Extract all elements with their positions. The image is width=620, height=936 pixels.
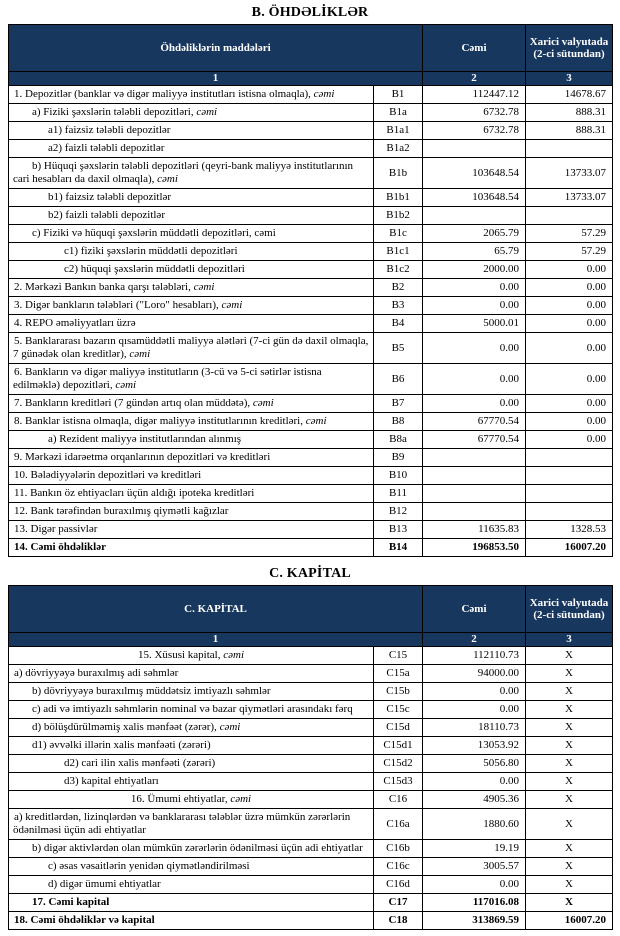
row-label: a2) faizli tələbli depozitlər [9, 140, 374, 158]
row-foreign [526, 485, 613, 503]
row-foreign: X [526, 701, 613, 719]
row-total [423, 503, 526, 521]
table-row [9, 279, 613, 297]
row-code: B5 [374, 333, 423, 364]
table-row [9, 719, 613, 737]
row-code: C16b [374, 840, 423, 858]
row-foreign: X [526, 809, 613, 840]
table-row [9, 894, 613, 912]
table-row [9, 467, 613, 485]
table-row [9, 485, 613, 503]
row-total: 2000.00 [423, 261, 526, 279]
row-code: B13 [374, 521, 423, 539]
column-number-row [9, 633, 613, 647]
row-foreign: X [526, 773, 613, 791]
row-code: B6 [374, 364, 423, 395]
row-foreign: 0.00 [526, 413, 613, 431]
row-code: B1a [374, 104, 423, 122]
row-total: 13053.92 [423, 737, 526, 755]
row-foreign: X [526, 840, 613, 858]
row-label: 7. Bankların kreditləri (7 gündən artıq olan müddətə), cəmi [9, 395, 374, 413]
table-row [9, 315, 613, 333]
row-label: b2) faizli tələbli depozitlər [9, 207, 374, 225]
row-code: B1c [374, 225, 423, 243]
row-foreign: 0.00 [526, 333, 613, 364]
row-code: B1b1 [374, 189, 423, 207]
table-row [9, 647, 613, 665]
row-code: C18 [374, 912, 423, 930]
row-foreign: 0.00 [526, 395, 613, 413]
table-row [9, 755, 613, 773]
row-total: 0.00 [423, 297, 526, 315]
row-total: 3005.57 [423, 858, 526, 876]
row-label: b) Hüquqi şəxslərin tələbli depozitləri (qeyri-bank maliyyə institutlarının cari hesabları da daxil olmaqla), cəmi [9, 158, 374, 189]
table-row [9, 521, 613, 539]
row-label: b1) faizsiz tələbli depozitlər [9, 189, 374, 207]
row-foreign: 0.00 [526, 279, 613, 297]
row-code: C16d [374, 876, 423, 894]
row-foreign: X [526, 755, 613, 773]
row-foreign: 888.31 [526, 122, 613, 140]
row-label: c) Fiziki və hüquqi şəxslərin müddətli depozitləri, cəmi [9, 225, 374, 243]
row-label: 14. Cəmi öhdəliklər [9, 539, 374, 557]
capital-table [8, 585, 613, 930]
row-label: d2) cari ilin xalis mənfəəti (zərəri) [9, 755, 374, 773]
row-label: 18. Cəmi öhdəliklər və kapital [9, 912, 374, 930]
row-foreign [526, 449, 613, 467]
row-code: B4 [374, 315, 423, 333]
row-label: 13. Digər passivlər [9, 521, 374, 539]
row-code: C15b [374, 683, 423, 701]
row-total: 18110.73 [423, 719, 526, 737]
table-row [9, 413, 613, 431]
column-number-1: 1 [9, 633, 423, 647]
row-label: a) kreditlərdən, lizinqlərdən və banklararası tələblər üzrə mümkün zərərlərin ödənilməsi üçün adi ehtiyatlar [9, 809, 374, 840]
row-foreign: X [526, 719, 613, 737]
table-row [9, 858, 613, 876]
row-foreign: 0.00 [526, 431, 613, 449]
row-code: B9 [374, 449, 423, 467]
row-label: d3) kapital ehtiyatları [9, 773, 374, 791]
row-total: 0.00 [423, 279, 526, 297]
row-code: B10 [374, 467, 423, 485]
row-foreign [526, 503, 613, 521]
table-row [9, 912, 613, 930]
row-code: B1a1 [374, 122, 423, 140]
row-foreign: X [526, 683, 613, 701]
foreign-currency-column-header: Xarici valyutada (2-ci sütundan) [526, 25, 613, 72]
row-total [423, 449, 526, 467]
column-number-1: 1 [9, 72, 423, 86]
row-foreign: 13733.07 [526, 158, 613, 189]
table-row [9, 683, 613, 701]
table-row [9, 840, 613, 858]
table-row [9, 364, 613, 395]
table-row [9, 122, 613, 140]
row-total: 117016.08 [423, 894, 526, 912]
row-total: 0.00 [423, 701, 526, 719]
row-label: 1. Depozitlər (banklar və digər maliyyə institutları istisna olmaqla), cəmi [9, 86, 374, 104]
table-row [9, 809, 613, 840]
column-number-3: 3 [526, 633, 613, 647]
table-row [9, 333, 613, 364]
liabilities-table-header [9, 25, 613, 86]
row-total: 19.19 [423, 840, 526, 858]
row-total: 11635.83 [423, 521, 526, 539]
row-total: 0.00 [423, 683, 526, 701]
row-foreign [526, 207, 613, 225]
row-total: 196853.50 [423, 539, 526, 557]
row-foreign: 16007.20 [526, 912, 613, 930]
row-code: C15d [374, 719, 423, 737]
table-row [9, 665, 613, 683]
row-label: d1) əvvəlki illərin xalis mənfəəti (zərəri) [9, 737, 374, 755]
row-label: c) adi və imtiyazlı səhmlərin nominal və bazar qiymətləri arasındakı fərq [9, 701, 374, 719]
row-label: a) Fiziki şəxslərin tələbli depozitləri, cəmi [9, 104, 374, 122]
row-label: 4. REPO əməliyyatları üzrə [9, 315, 374, 333]
row-total: 0.00 [423, 773, 526, 791]
table-row [9, 791, 613, 809]
row-code: C15 [374, 647, 423, 665]
liabilities-table-body [9, 86, 613, 557]
table-row [9, 503, 613, 521]
capital-table-body [9, 647, 613, 930]
column-number-2: 2 [423, 72, 526, 86]
table-row [9, 243, 613, 261]
row-label: 3. Digər bankların tələbləri ("Loro" hesabları), cəmi [9, 297, 374, 315]
row-foreign [526, 467, 613, 485]
row-code: B8 [374, 413, 423, 431]
capital-table-header [9, 586, 613, 647]
row-code: B2 [374, 279, 423, 297]
row-label: c2) hüquqi şəxslərin müddətli depozitləri [9, 261, 374, 279]
row-label: 5. Banklararası bazarın qısamüddətli maliyyə alətləri (7-ci gün də daxil olmaqla, 7 günədək olan kreditlər), cəmi [9, 333, 374, 364]
row-code: B3 [374, 297, 423, 315]
row-label: 2. Mərkəzi Bankın banka qarşı tələbləri, cəmi [9, 279, 374, 297]
row-foreign: 0.00 [526, 315, 613, 333]
row-total: 94000.00 [423, 665, 526, 683]
row-label: a1) faizsiz tələbli depozitlər [9, 122, 374, 140]
row-code: C15d2 [374, 755, 423, 773]
row-code: B1 [374, 86, 423, 104]
row-foreign: 0.00 [526, 261, 613, 279]
row-label: b) dövriyyəyə buraxılmış müddətsiz imtiyazlı səhmlər [9, 683, 374, 701]
row-code: C16a [374, 809, 423, 840]
row-foreign: X [526, 665, 613, 683]
row-code: B1a2 [374, 140, 423, 158]
row-code: C17 [374, 894, 423, 912]
row-total: 6732.78 [423, 122, 526, 140]
row-total [423, 467, 526, 485]
row-foreign: X [526, 894, 613, 912]
row-code: B1c1 [374, 243, 423, 261]
section-title-liabilities: B. ÖHDƏLİKLƏR [251, 5, 369, 20]
row-total: 112447.12 [423, 86, 526, 104]
row-label: d) bölüşdürülməmiş xalis mənfəət (zərər), cəmi [9, 719, 374, 737]
row-label: c1) fiziki şəxslərin müddətli depozitləri [9, 243, 374, 261]
table-row [9, 104, 613, 122]
table-row [9, 737, 613, 755]
row-label: d) digər ümumi ehtiyatlar [9, 876, 374, 894]
row-label: c) əsas vəsaitlərin yenidən qiymətləndirilməsi [9, 858, 374, 876]
row-foreign: 57.29 [526, 243, 613, 261]
row-foreign: 16007.20 [526, 539, 613, 557]
row-foreign: X [526, 647, 613, 665]
row-foreign: 888.31 [526, 104, 613, 122]
row-label: a) Rezident maliyyə institutlarından alınmış [9, 431, 374, 449]
row-code: B11 [374, 485, 423, 503]
header-row [9, 25, 613, 72]
table-row [9, 449, 613, 467]
table-row [9, 261, 613, 279]
row-total: 5056.80 [423, 755, 526, 773]
row-total: 1880.60 [423, 809, 526, 840]
header-row [9, 586, 613, 633]
row-code: B1b [374, 158, 423, 189]
row-code: C15c [374, 701, 423, 719]
row-foreign: 0.00 [526, 364, 613, 395]
row-code: B1b2 [374, 207, 423, 225]
row-total: 67770.54 [423, 431, 526, 449]
items-column-header: Öhdəliklərin maddələri [9, 25, 423, 72]
table-row [9, 431, 613, 449]
row-label: 6. Bankların və digər maliyyə institutların (3-cü və 5-ci sətirlər istisna edilməklə) depozitləri, cəmi [9, 364, 374, 395]
row-total: 103648.54 [423, 158, 526, 189]
row-code: B14 [374, 539, 423, 557]
total-column-header: Cəmi [423, 25, 526, 72]
table-row [9, 140, 613, 158]
row-code: C15d1 [374, 737, 423, 755]
row-label: 10. Bələdiyyələrin depozitləri və kreditləri [9, 467, 374, 485]
row-foreign: 14678.67 [526, 86, 613, 104]
row-foreign: 0.00 [526, 297, 613, 315]
row-foreign: 57.29 [526, 225, 613, 243]
row-label: 12. Bank tərəfindən buraxılmış qiymətli kağızlar [9, 503, 374, 521]
row-code: B1c2 [374, 261, 423, 279]
row-total: 4905.36 [423, 791, 526, 809]
row-label: b) digər aktivlərdən olan mümkün zərərlərin ödənilməsi üçün adi ehtiyatlar [9, 840, 374, 858]
table-row [9, 189, 613, 207]
row-code: C16 [374, 791, 423, 809]
row-foreign: X [526, 876, 613, 894]
items-column-header: C. KAPİTAL [9, 586, 423, 633]
row-total: 67770.54 [423, 413, 526, 431]
row-code: B12 [374, 503, 423, 521]
row-foreign: X [526, 737, 613, 755]
row-label: 11. Bankın öz ehtiyacları üçün aldığı ipoteka kreditləri [9, 485, 374, 503]
table-row [9, 158, 613, 189]
table-row [9, 297, 613, 315]
total-column-header: Cəmi [423, 586, 526, 633]
column-number-2: 2 [423, 633, 526, 647]
row-total: 313869.59 [423, 912, 526, 930]
row-foreign: 13733.07 [526, 189, 613, 207]
row-total [423, 140, 526, 158]
row-code: C15d3 [374, 773, 423, 791]
table-row [9, 86, 613, 104]
foreign-currency-column-header: Xarici valyutada (2-ci sütundan) [526, 586, 613, 633]
row-total: 0.00 [423, 876, 526, 894]
column-number-3: 3 [526, 72, 613, 86]
table-row [9, 773, 613, 791]
row-total: 0.00 [423, 364, 526, 395]
row-label: 9. Mərkəzi idarəetmə orqanlarının depozitləri və kreditləri [9, 449, 374, 467]
table-row [9, 207, 613, 225]
row-foreign [526, 140, 613, 158]
row-total: 5000.01 [423, 315, 526, 333]
row-foreign: X [526, 858, 613, 876]
row-label: 8. Banklar istisna olmaqla, digər maliyyə institutlarının kreditləri, cəmi [9, 413, 374, 431]
row-total: 0.00 [423, 333, 526, 364]
table-row [9, 701, 613, 719]
table-row [9, 539, 613, 557]
table-row [9, 225, 613, 243]
row-foreign: 1328.53 [526, 521, 613, 539]
row-foreign: X [526, 791, 613, 809]
row-label: 17. Cəmi kapital [9, 894, 374, 912]
row-code: C16c [374, 858, 423, 876]
row-total [423, 207, 526, 225]
row-total: 103648.54 [423, 189, 526, 207]
row-total [423, 485, 526, 503]
row-label: a) dövriyyəyə buraxılmış adi səhmlər [9, 665, 374, 683]
row-code: B7 [374, 395, 423, 413]
row-code: C15a [374, 665, 423, 683]
row-code: B8a [374, 431, 423, 449]
row-total: 112110.73 [423, 647, 526, 665]
table-row [9, 395, 613, 413]
row-label: 16. Ümumi ehtiyatlar, cəmi [9, 791, 374, 809]
row-total: 0.00 [423, 395, 526, 413]
row-total: 2065.79 [423, 225, 526, 243]
row-total: 65.79 [423, 243, 526, 261]
row-label: 15. Xüsusi kapital, cəmi [9, 647, 374, 665]
section-title-capital: C. KAPİTAL [269, 566, 351, 581]
liabilities-table [8, 24, 613, 557]
column-number-row [9, 72, 613, 86]
row-total: 6732.78 [423, 104, 526, 122]
